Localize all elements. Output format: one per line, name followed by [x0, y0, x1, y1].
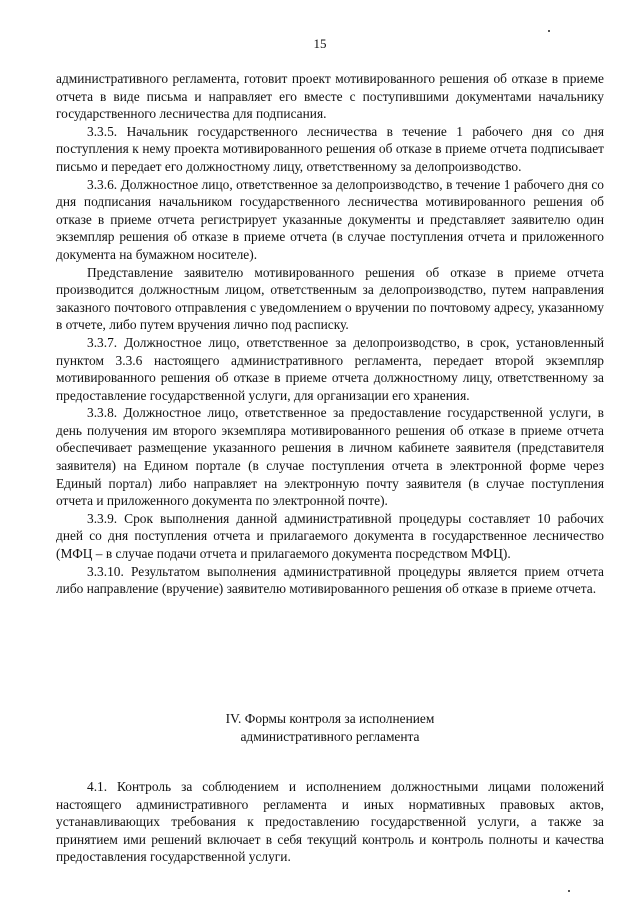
paragraph-3-3-9: 3.3.9. Срок выполнения данной административной процедуры составляет 10 рабочих дней со дня поступления отчета и прилагаемого документа в государственное лесничество (МФЦ – в случае подачи отчета и прилагаемого документа посредством МФЦ).	[56, 510, 604, 562]
section-heading-line-2: административного регламента	[240, 728, 420, 744]
section-heading-line-1: IV. Формы контроля за исполнением	[225, 711, 435, 726]
paragraph-3-3-6: 3.3.6. Должностное лицо, ответственное за делопроизводство, в течение 1 рабочего дня со дня подписания начальником государственного лесничества мотивированного решения об отказе в приеме отчета регистрирует указанные документы и представляет заявителю один экземпляр решения об отказе в приеме отчета (в случае поступления отчета и приложенного документа на бумажном носителе).	[56, 176, 604, 262]
scan-speck	[548, 30, 550, 32]
body-text	[56, 70, 604, 598]
section-heading	[56, 710, 604, 745]
scan-speck	[568, 890, 570, 892]
paragraph-3-3-8: 3.3.8. Должностное лицо, ответственное за предоставление государственной услуги, в день получения им второго экземпляра мотивированного решения об отказе в приеме отчета обеспечивает размещение указанного решения в личном кабинете заявителя (представителя заявителя) на Едином портале (в случае поступления отчета в электронной форме через Единый портал) либо направляет на электронную почту заявителя (в случае поступления отчета и приложенного документа по электронной почте).	[56, 405, 604, 509]
paragraph-continuation: административного регламента, готовит проект мотивированного решения об отказе в приеме отчета в виде письма и направляет его вместе с поступившими документами начальнику государственного лесничества для подписания.	[56, 71, 604, 122]
page-number: 15	[313, 36, 327, 51]
paragraph-3-3-5: 3.3.5. Начальник государственного лесничества в течение 1 рабочего дня со дня поступления к нему проекта мотивированного решения об отказе в приеме отчета подписывает письмо и передает его должностному лицу, ответственному за делопроизводство.	[56, 123, 604, 174]
paragraph-3-3-10: 3.3.10. Результатом выполнения административной процедуры является прием отчета либо направление (вручение) заявителю мотивированного решения об отказе в приеме отчета.	[56, 563, 604, 597]
paragraph-representation: Представление заявителю мотивированного решения об отказе в приеме отчета производится должностным лицом, ответственным за делопроизводство, путем направления заказного почтового отправления с уведомлением о вручении по почтовому адресу, указанному в отчете, либо путем вручения лично под расписку.	[56, 264, 604, 333]
paragraph-3-3-7: 3.3.7. Должностное лицо, ответственное за делопроизводство, в срок, установленный пунктом 3.3.6 настоящего административного регламента, передает второй экземпляр мотивированного решения об отказе в приеме отчета должностному лицу, ответственному за предоставление государственной услуги, для организации его хранения.	[56, 334, 604, 403]
paragraph-4-1: 4.1. Контроль за соблюдением и исполнением должностными лицами положений настоящего административного регламента и иных нормативных правовых актов, устанавливающих требования к предоставлению государственной услуги, а также за принятием ими решений включает в себя текущий контроль и контроль полноты и качества предоставления государственной услуги.	[56, 779, 604, 865]
section-body	[56, 778, 604, 866]
